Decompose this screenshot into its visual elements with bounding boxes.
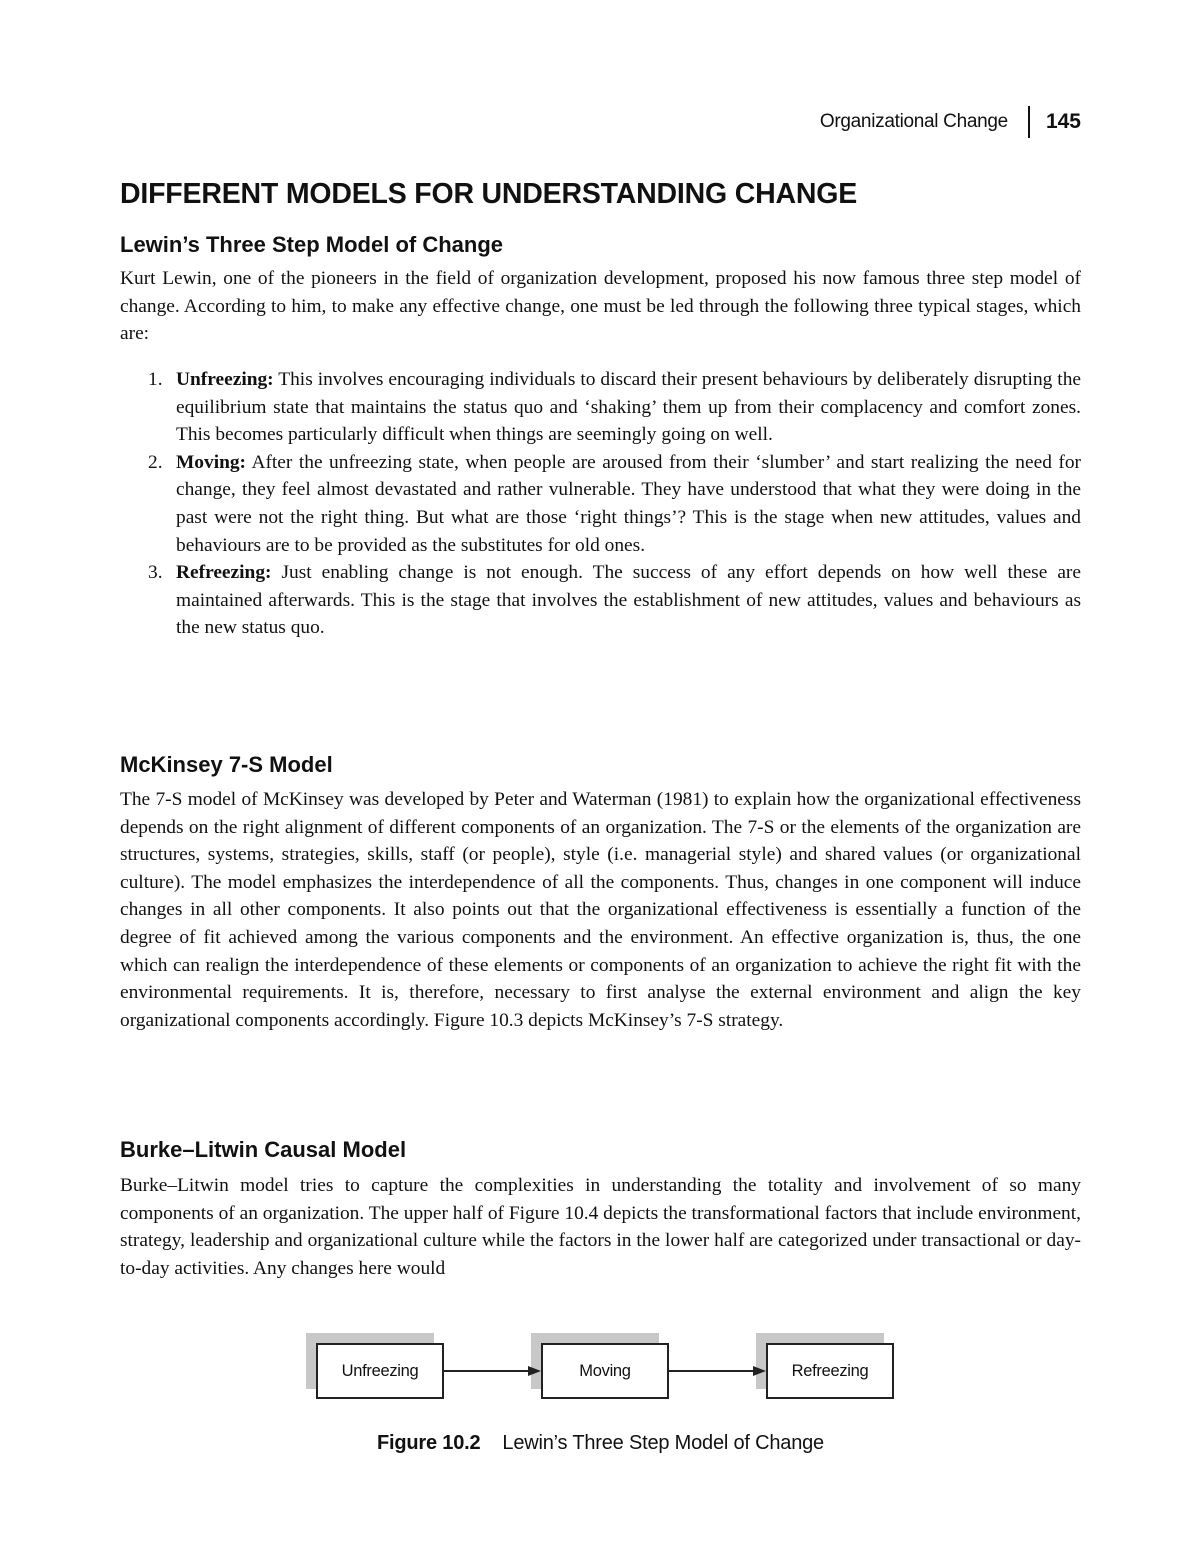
figure-caption: [120, 1432, 1081, 1455]
figure-box-moving: Moving: [541, 1343, 669, 1399]
list-item: [120, 366, 1081, 449]
running-head-title: Organizational Change: [819, 111, 1008, 132]
burke-paragraph: Burke–Litwin model tries to capture the complexities in understanding the totality and involvement of so many components of an organization. The upper half of Figure 10.4 depicts the transformational factors that include environment, strategy, leadership and organizational culture while the factors in the lower half are categorized under transactional or day-to-day activities. Any changes here would: [120, 1175, 1081, 1279]
figure-box-refreezing: Refreezing: [766, 1343, 894, 1399]
figure-box-unfreezing: Unfreezing: [316, 1343, 444, 1399]
running-head: [820, 106, 1081, 138]
figure-caption-label: Figure 10.2: [377, 1432, 481, 1454]
section-heading: DIFFERENT MODELS FOR UNDERSTANDING CHANGE: [120, 178, 858, 210]
figure-lewin-model: [120, 1330, 1081, 1480]
book-page: [120, 0, 1081, 1553]
list-item: [120, 449, 1081, 559]
list-item-number: 2.: [148, 451, 163, 473]
running-head-divider: [1028, 106, 1030, 138]
list-item-term: Unfreezing:: [176, 369, 274, 390]
list-item-text: After the unfreezing state, when people are aroused from their ‘slumber’ and start realizing the need for change, they feel almost devastated and rather vulnerable. They have understood that what they were doing in the past were not the right thing. But what are those ‘right things’? This is the stage when new attitudes, values and behaviours are to be provided as the substitutes for old ones.: [176, 451, 1081, 556]
list-item-number: 1.: [148, 369, 163, 390]
list-item-number: 3.: [148, 562, 163, 584]
list-item-term: Refreezing:: [176, 562, 272, 584]
figure-caption-text: Lewin’s Three Step Model of Change: [502, 1432, 824, 1454]
list-item: [120, 559, 1081, 642]
lewin-heading: Lewin’s Three Step Model of Change: [120, 232, 504, 257]
lewin-intro-paragraph: Kurt Lewin, one of the pioneers in the field of organization development, proposed his now famous three step model of change. According to him, to make any effective change, one must be led through the following three typical stages, which are:: [120, 268, 1081, 345]
list-item-term: Moving:: [176, 451, 247, 473]
list-item-text: Just enabling change is not enough. The success of any effort depends on how well these are maintained afterwards. This is the stage that involves the establishment of new attitudes, values and behaviours as the new status quo.: [176, 562, 1081, 639]
mckinsey-paragraph: The 7-S model of McKinsey was developed by Peter and Waterman (1981) to explain how the organizational effectiveness depends on the right alignment of different components of an organization. The 7-S or the elements of the organization are structures, systems, strategies, skills, staff (or people), style (i.e. managerial style) and shared values (or organizational culture). The model emphasizes the interdependence of all the components. Thus, changes in one component will induce changes in all other components. It also points out that the organizational effectiveness is essentially a function of the degree of fit achieved among the various components and the environment. An effective organization is, thus, the one which can realign the interdependence of these elements or components of an organization to achieve the right fit with the environmental requirements. It is, therefore, necessary to first analyse the external environment and align the key organizational components accordingly. Figure 10.3 depicts McKinsey’s 7-S strategy.: [120, 789, 1081, 1031]
list-item-text: This involves encouraging individuals to discard their present behaviours by deliberately disrupting the equilibrium state that maintains the status quo and ‘shaking’ them up from their complacency and comfort zones. This becomes particularly difficult when things are seemingly going on well.: [176, 369, 1081, 446]
arrow-right-icon: [669, 1360, 766, 1382]
burke-heading: Burke–Litwin Causal Model: [120, 1137, 407, 1162]
arrow-right-icon: [444, 1360, 541, 1382]
page-number: 145: [1045, 110, 1081, 133]
lewin-stages-list: [120, 366, 1081, 642]
mckinsey-heading: McKinsey 7-S Model: [120, 752, 333, 777]
